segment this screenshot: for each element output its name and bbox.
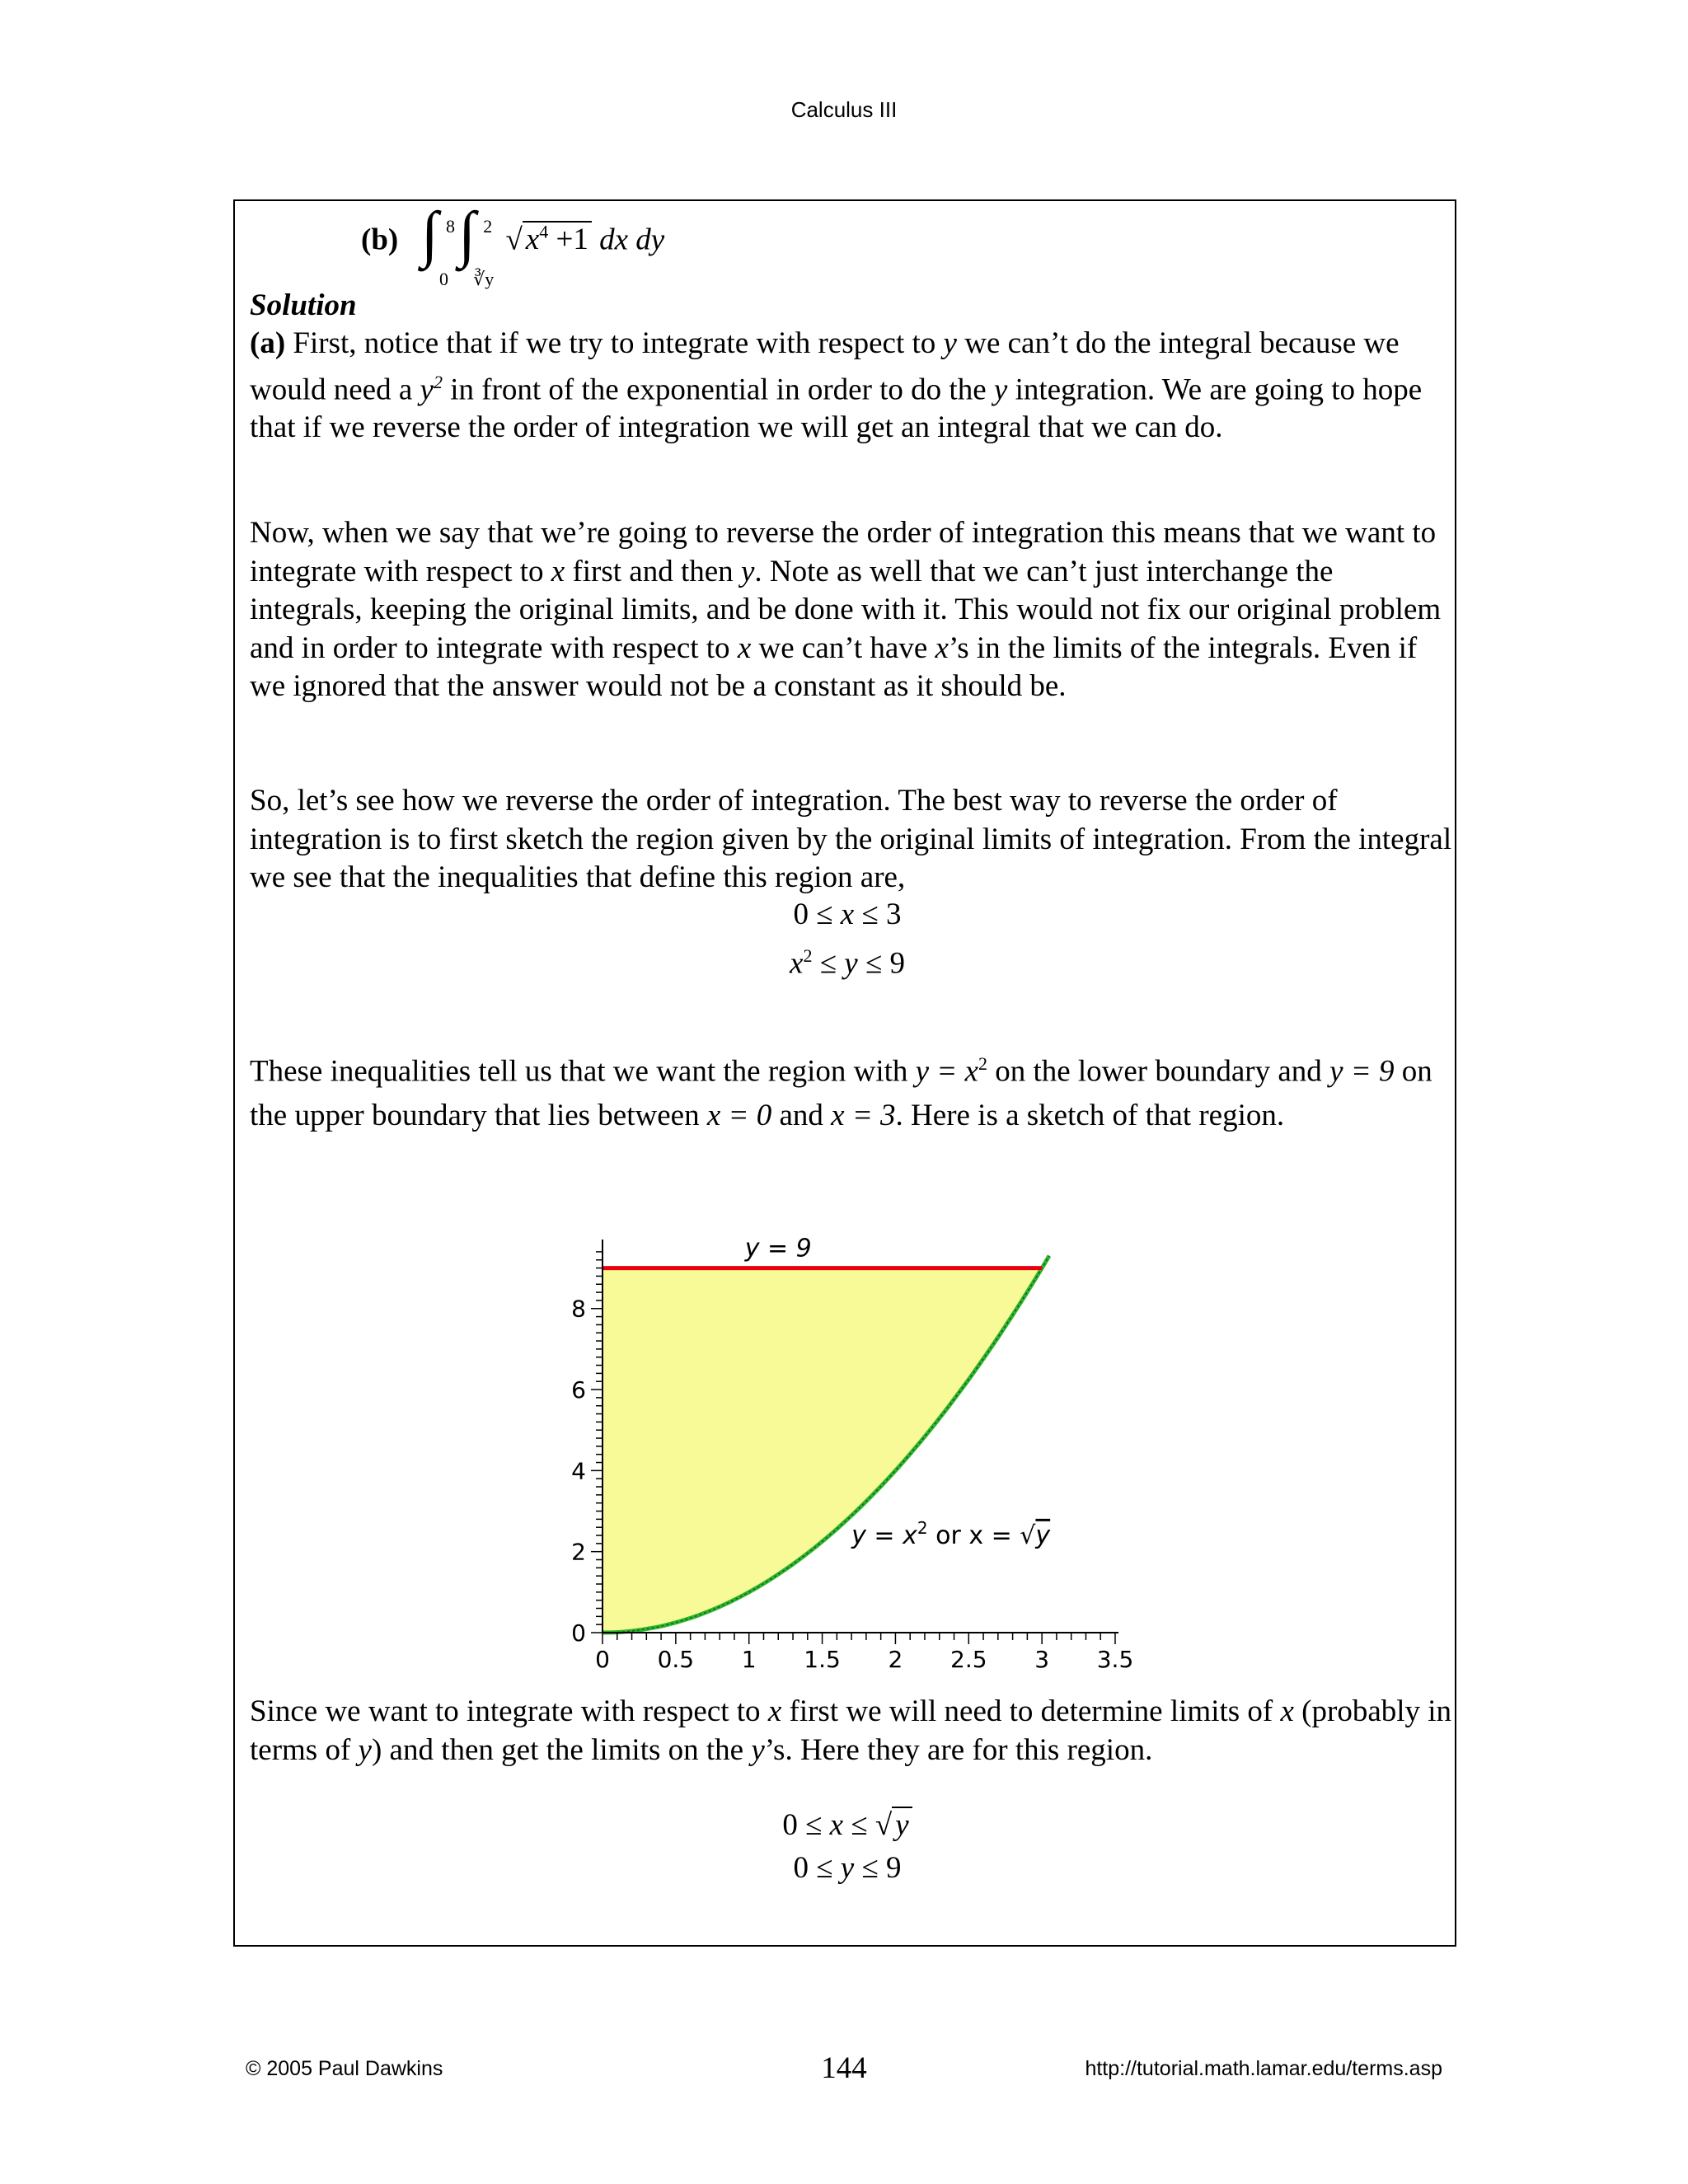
paragraph-5: Since we want to integrate with respect to x first we will need to determine limits of x (probably in terms of y) and then get the limits on the y’s. Here they are for this region. <box>250 1694 1452 1767</box>
inequality-3: 0 ≤ x ≤ √ y <box>250 1807 1445 1845</box>
paragraph-2: Now, when we say that we’re going to reverse the order of integration this means that we want to integrate with respect to x first and then y. Note as well that we can’t just interchange the integrals, keeping the original limits, and be done with it. This would not fix our original problem and in order to integrate with respect to x we can’t have x’s in the limits of the integrals. Even if we ignored that the answer would not be a constant as it should be. <box>250 516 1442 703</box>
inequality-1: 0 ≤ x ≤ 3 <box>793 898 902 931</box>
x-tick-label: 1.5 <box>804 1646 841 1673</box>
label-y-equals-9: y = 9 <box>744 1234 812 1263</box>
integrand: √ $x^4 +1$ <box>505 221 591 256</box>
differentials: dx dy <box>591 223 665 257</box>
y-tick-label: 0 <box>571 1619 586 1647</box>
x-tick-label: 1 <box>741 1646 757 1673</box>
paragraph-4: These inequalities tell us that we want the region with $y = x^2$ on the lower boundary and y = 9 on the upper boundary that lies between x = 0 and x = 3. Here is a sketch of that region. <box>250 1053 1432 1133</box>
x-tick-label: 0 <box>595 1646 610 1673</box>
x-tick-label: 2.5 <box>950 1646 987 1673</box>
inner-lower-limit: ∛y <box>473 269 495 289</box>
y-tick-label: 6 <box>571 1376 586 1404</box>
outer-lower-limit: 0 <box>438 269 448 289</box>
inequality-2: $x^2 \le y \le 9$ <box>790 945 905 981</box>
footer-url[interactable]: http://tutorial.math.lamar.edu/terms.asp <box>1085 2057 1442 2080</box>
y-tick-label: 8 <box>571 1295 586 1323</box>
solution-title: Solution <box>250 288 357 322</box>
problem-b-label: (b) <box>361 223 399 257</box>
inequality-4: 0 ≤ y ≤ 9 <box>793 1851 902 1885</box>
problem-b-integral <box>361 199 665 289</box>
paragraph-1: (a) First, notice that if we try to integrate with respect to y we can’t do the integral because we would need a $y^2$ in front of the exponential in order to do the y integration. We are going to hope that if we reverse the order of integration we will get an integral that we can do. <box>250 326 1423 445</box>
inner-upper-limit: 2 <box>483 216 493 237</box>
region-fill <box>603 1268 1042 1633</box>
paragraph-3: So, let’s see how we reverse the order of integration. The best way to reverse the order of integration is to first sketch the region given by the original limits of integration. From the integral we see that the inequalities that define this region are, <box>250 784 1452 894</box>
x-tick-label: 2 <box>888 1646 903 1673</box>
x-tick-label: 3 <box>1034 1646 1050 1673</box>
x-tick-label: 0.5 <box>657 1646 695 1673</box>
y-tick-label: 4 <box>571 1457 586 1485</box>
x-tick-label: 3.5 <box>1096 1646 1134 1673</box>
outer-upper-limit: 8 <box>445 216 455 237</box>
outer-integral-sign: ∫ 8 0 <box>421 209 451 275</box>
page-number: 144 <box>821 2051 867 2085</box>
region-sketch-chart <box>542 1223 1284 1685</box>
inner-integral-sign: ∫ 2 ∛y <box>458 209 498 275</box>
content-box <box>233 199 1456 1947</box>
y-tick-label: 2 <box>571 1538 586 1566</box>
footer-copyright: © 2005 Paul Dawkins <box>246 2057 443 2080</box>
label-curve: $y = x^2$ or x = √y <box>851 1517 1051 1550</box>
page-header: Calculus III <box>790 97 898 122</box>
